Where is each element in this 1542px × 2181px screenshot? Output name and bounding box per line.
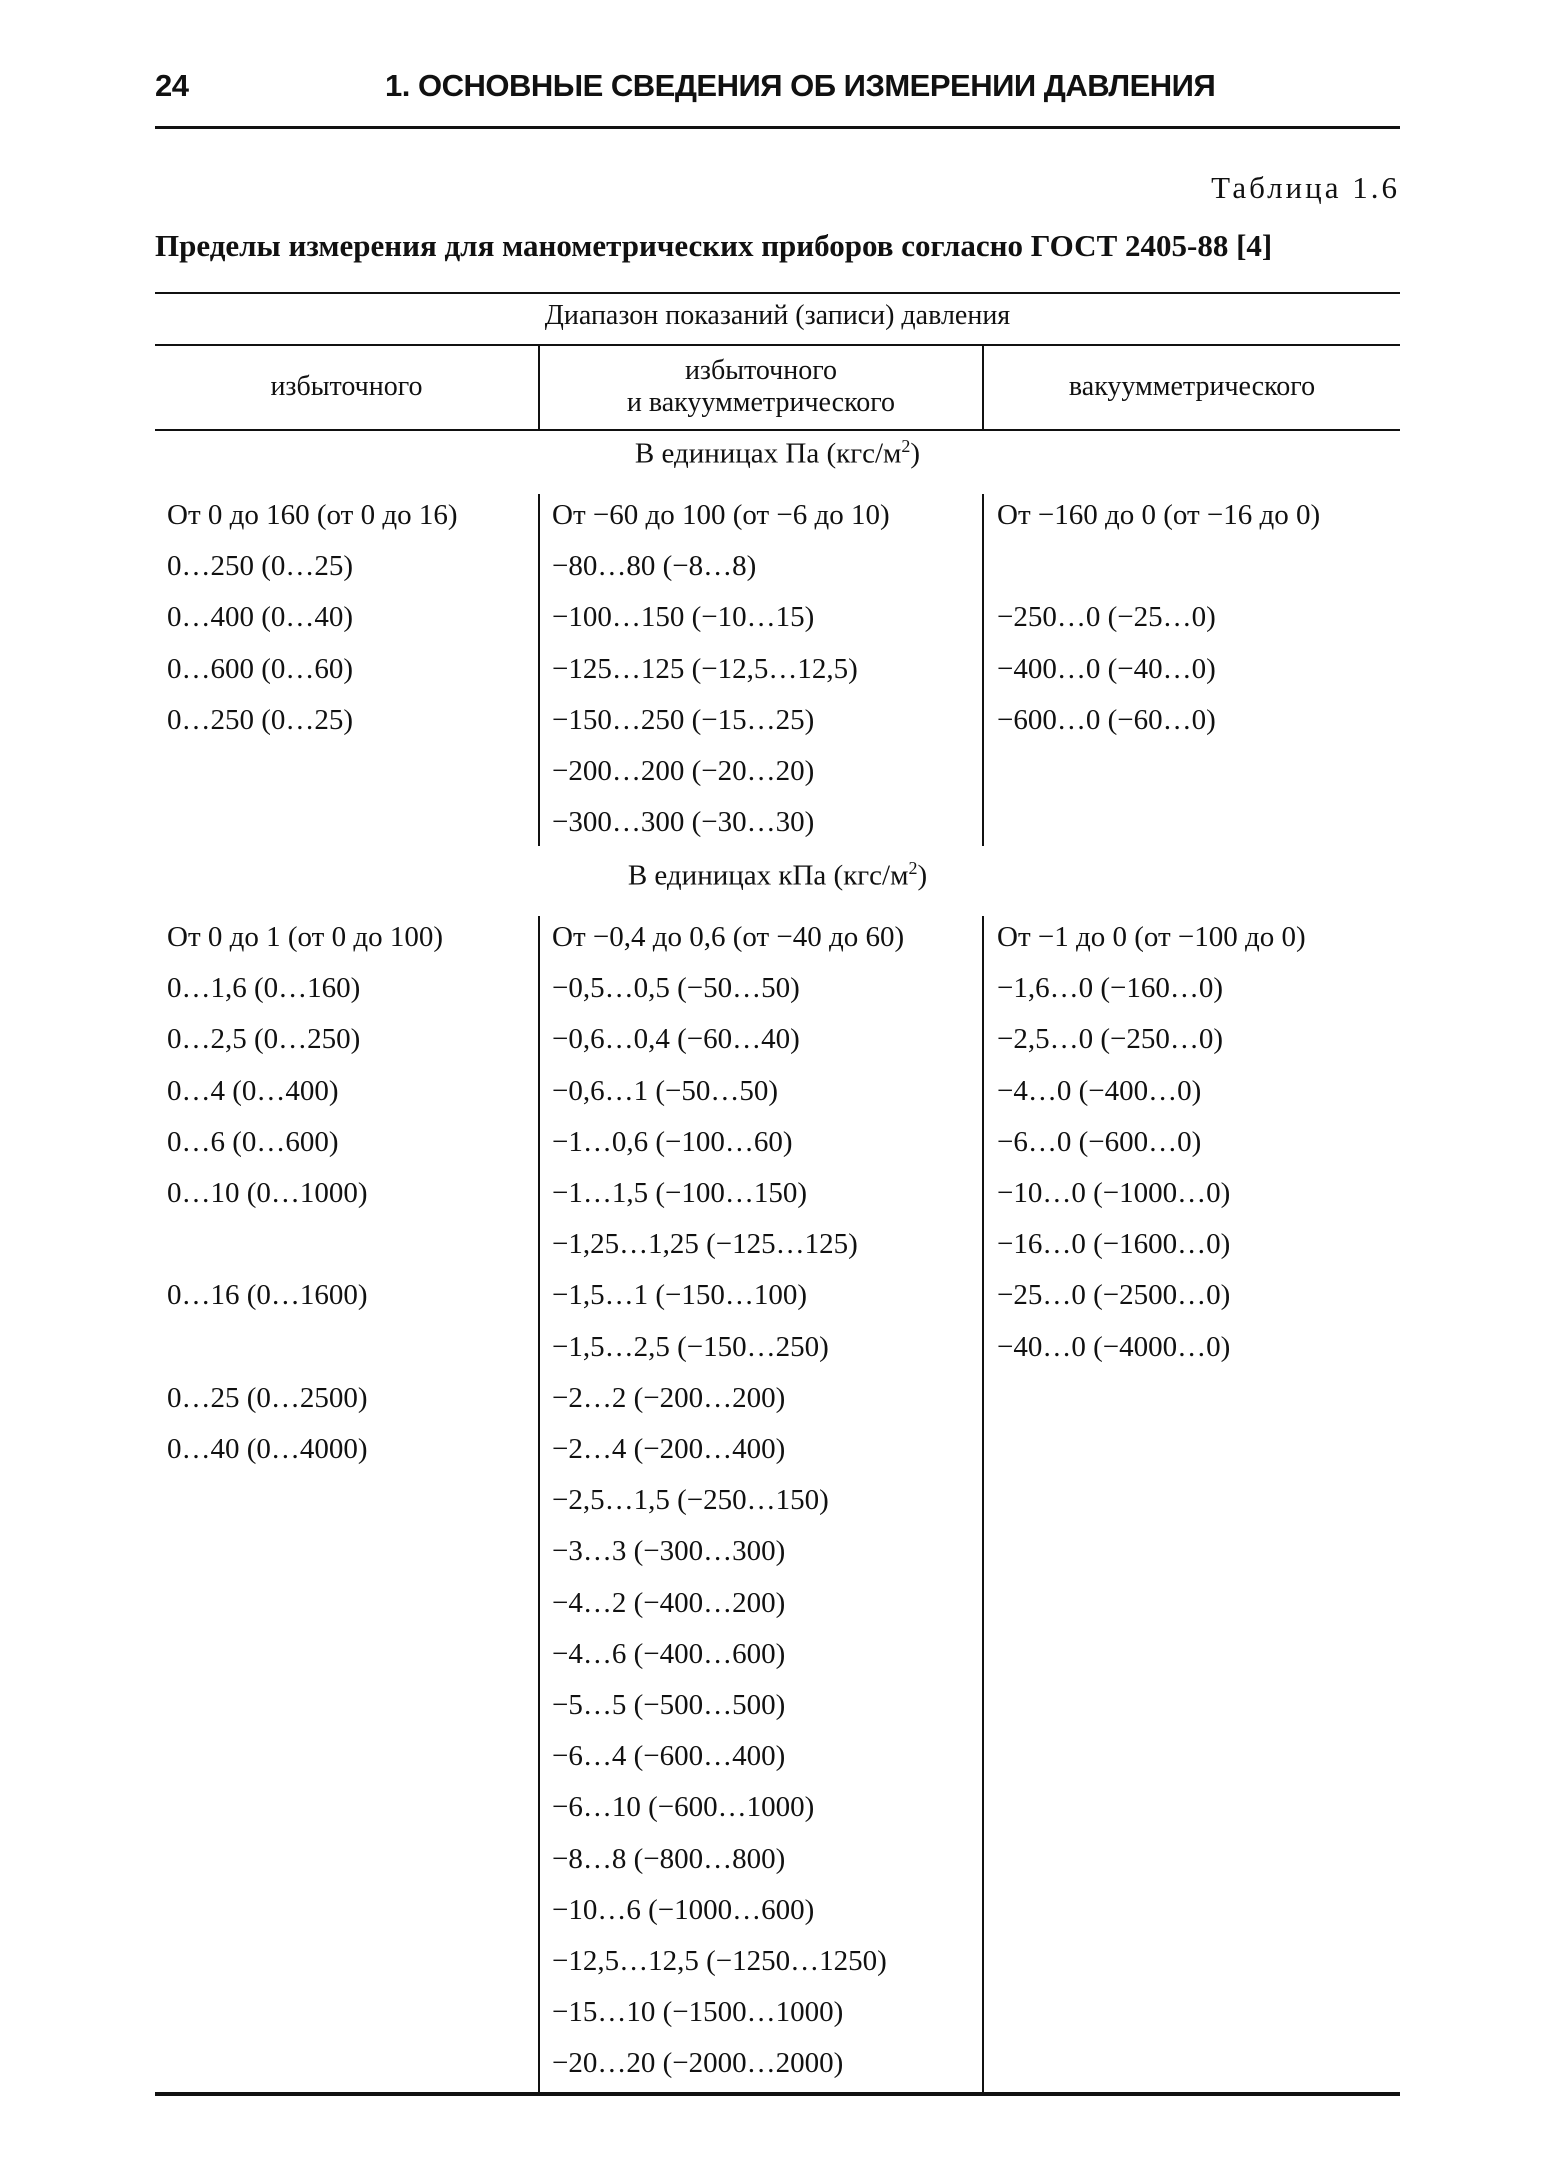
- column-header-gauge: избыточного: [270, 371, 423, 402]
- table-cell-gauge-vacuum: От −60 до 100 (от −6 до 10): [552, 499, 890, 531]
- section-title: [155, 436, 1400, 471]
- table-cell-gauge: 0…1,6 (0…160): [167, 972, 361, 1005]
- table-cell-gauge: 0…40 (0…4000): [167, 1433, 368, 1465]
- section-title-superscript: 2: [908, 858, 918, 878]
- table-cell-gauge: От 0 до 1 (от 0 до 100): [167, 921, 443, 953]
- table-cell-gauge-vacuum: −12,5…12,5 (−1250…1250): [552, 1945, 887, 1977]
- table-cell-gauge-vacuum: −4…6 (−400…600): [552, 1637, 786, 1670]
- table-cell-gauge-vacuum: От −0,4 до 0,6 (от −40 до 60): [552, 921, 905, 953]
- table-cell-vacuum: −16…0 (−1600…0): [997, 1228, 1231, 1261]
- column-header-vacuum: вакуумметрического: [1068, 371, 1316, 402]
- table-cell-gauge-vacuum: −200…200 (−20…20): [552, 755, 815, 787]
- table-cell-gauge-vacuum: −20…20 (−2000…2000): [552, 2047, 844, 2080]
- table-cell-gauge-vacuum: −10…6 (−1000…600): [552, 1893, 815, 1926]
- table-cell-gauge: 0…25 (0…2500): [167, 1381, 368, 1414]
- section-title-text: В единицах Па (кгс/м: [634, 437, 902, 470]
- section-title-superscript: 2: [901, 436, 911, 456]
- table-cell-gauge: 0…2,5 (0…250): [167, 1023, 361, 1056]
- table-cell-vacuum: От −1 до 0 (от −100 до 0): [997, 921, 1306, 953]
- table-bottom-rule: [155, 2092, 1400, 2096]
- table-cell-gauge-vacuum: −1,25…1,25 (−125…125): [552, 1228, 858, 1261]
- table-cell-gauge-vacuum: −8…8 (−800…800): [552, 1842, 786, 1875]
- table-cell-gauge-vacuum: −0,6…0,4 (−60…40): [552, 1023, 800, 1056]
- table-cell-gauge-vacuum: −1,5…1 (−150…100): [552, 1279, 808, 1312]
- page-number: 24: [155, 68, 189, 103]
- table-cell-gauge-vacuum: −1,5…2,5 (−150…250): [552, 1330, 829, 1363]
- table-cell-gauge: 0…250 (0…25): [167, 550, 354, 583]
- table-cell-gauge-vacuum: −0,5…0,5 (−50…50): [552, 972, 800, 1005]
- table-cell-gauge-vacuum: −5…5 (−500…500): [552, 1689, 786, 1721]
- table-cell-vacuum: −4…0 (−400…0): [997, 1074, 1202, 1107]
- table-cell-gauge-vacuum: −2…2 (−200…200): [552, 1381, 786, 1414]
- table-cell-gauge-vacuum: −0,6…1 (−50…50): [552, 1074, 779, 1107]
- table-cell-vacuum: −10…0 (−1000…0): [997, 1177, 1231, 1209]
- table-cell-gauge-vacuum: −2…4 (−200…400): [552, 1433, 786, 1465]
- table-cell-gauge: 0…16 (0…1600): [167, 1279, 368, 1312]
- table-cell-vacuum: От −160 до 0 (от −16 до 0): [997, 499, 1321, 531]
- table-cell-gauge: 0…250 (0…25): [167, 703, 354, 736]
- table-cell-vacuum: −6…0 (−600…0): [997, 1125, 1202, 1158]
- table-cell-gauge-vacuum: −150…250 (−15…25): [552, 703, 815, 736]
- table-cell-gauge-vacuum: −125…125 (−12,5…12,5): [552, 652, 858, 685]
- table-top-rule: [155, 292, 1400, 294]
- chapter-title: 1. ОСНОВНЫЕ СВЕДЕНИЯ ОБ ИЗМЕРЕНИИ ДАВЛЕНИЯ: [385, 68, 1216, 103]
- table-cell-vacuum: −25…0 (−2500…0): [997, 1279, 1231, 1312]
- table-cell-vacuum: −250…0 (−25…0): [997, 601, 1216, 634]
- section-title: [155, 858, 1400, 893]
- table-cell-gauge-vacuum: −100…150 (−10…15): [552, 601, 815, 634]
- table-cell-gauge: От 0 до 160 (от 0 до 16): [167, 499, 458, 531]
- table-cell-gauge: 0…4 (0…400): [167, 1074, 339, 1107]
- column-header-gauge-vacuum: избыточного и вакуумметрического: [626, 355, 896, 418]
- table-cell-gauge: 0…6 (0…600): [167, 1125, 339, 1158]
- table-cell-vacuum: −40…0 (−4000…0): [997, 1330, 1231, 1363]
- section-title-text: В единицах кПа (кгс/м: [627, 859, 909, 892]
- table-cell-gauge-vacuum: −300…300 (−30…30): [552, 806, 815, 839]
- column-divider-2: [982, 494, 984, 846]
- table-cell-gauge-vacuum: −4…2 (−400…200): [552, 1586, 786, 1619]
- table-cell-vacuum: −1,6…0 (−160…0): [997, 972, 1224, 1005]
- table-cell-gauge-vacuum: −1…0,6 (−100…60): [552, 1125, 793, 1158]
- header-bottom-rule: [155, 429, 1400, 431]
- column-divider-1: [538, 916, 540, 2096]
- table-cell-gauge: 0…600 (0…60): [167, 652, 354, 685]
- table-caption: Пределы измерения для манометрических приборов согласно ГОСТ 2405-88 [4]: [155, 228, 1273, 263]
- table-cell-gauge-vacuum: −6…10 (−600…1000): [552, 1791, 815, 1824]
- column-divider-2: [982, 916, 984, 2096]
- table-cell-gauge-vacuum: −80…80 (−8…8): [552, 550, 757, 583]
- column-divider-1: [538, 494, 540, 846]
- table-cell-gauge-vacuum: −2,5…1,5 (−250…150): [552, 1484, 829, 1517]
- table-label: Таблица 1.6: [1211, 170, 1400, 205]
- running-head: [155, 68, 1400, 108]
- table-cell-vacuum: −400…0 (−40…0): [997, 652, 1216, 685]
- header-rule: [155, 126, 1400, 129]
- table-cell-gauge-vacuum: −6…4 (−600…400): [552, 1740, 786, 1773]
- table-cell-vacuum: −600…0 (−60…0): [997, 703, 1216, 736]
- table-super-header: Диапазон показаний (записи) давления: [544, 300, 1011, 331]
- table-cell-gauge-vacuum: −1…1,5 (−100…150): [552, 1177, 808, 1209]
- table-cell-gauge-vacuum: −15…10 (−1500…1000): [552, 1996, 844, 2029]
- table-cell-gauge: 0…10 (0…1000): [167, 1177, 368, 1209]
- table-cell-gauge-vacuum: −3…3 (−300…300): [552, 1535, 786, 1568]
- table-cell-gauge: 0…400 (0…40): [167, 601, 354, 634]
- table-cell-vacuum: −2,5…0 (−250…0): [997, 1023, 1224, 1056]
- section-title-end: ): [917, 859, 928, 892]
- section-title-end: ): [910, 437, 921, 470]
